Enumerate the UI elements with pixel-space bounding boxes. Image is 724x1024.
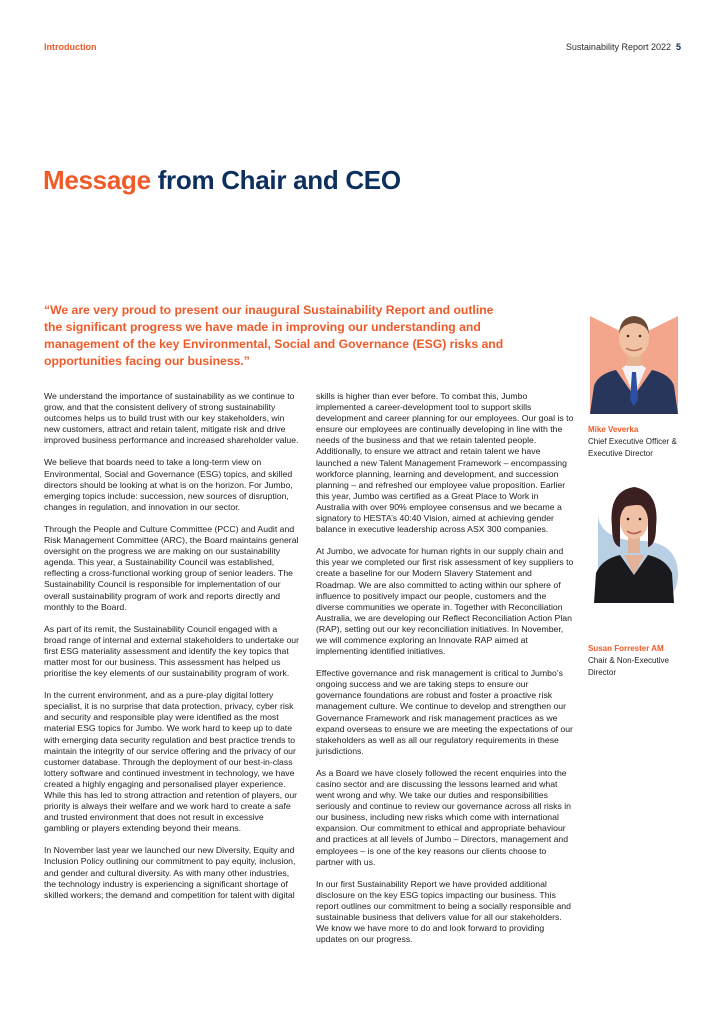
header-section-label: Introduction [44, 42, 97, 52]
person-role: Chief Executive Officer & Executive Director [588, 437, 677, 458]
header-page-number: 5 [675, 42, 681, 52]
body-paragraph: We understand the importance of sustainability as we continue to grow, and that the consistent delivery of strong sustainability outcomes helps us to build trust with our key stakeholders, win new customers, attract and retain talent, mitigate risk and drive improved business performance and increased shareholder value. [44, 391, 299, 446]
page-title-highlight: Message [43, 165, 151, 195]
body-paragraph: We believe that boards need to take a long-term view on Environmental, Social and Governance (ESG) topics, and skilled directors should be looking at what is on the horizon. For Jumbo, emerging topics include: succession, new sources of disruption, changes in regulation, and innovation in our sector. [44, 457, 293, 512]
body-paragraph: In the current environment, and as a pure-play digital lottery specialist, it is no surprise that data protection, privacy, cyber risk and security and responsible play were identified as the most material ESG topics for Jumbo. We work hard to keep up to date with emerging data security regulation and best practice trends to maintain the integrity of our service offering and the privacy of our customer database. Through the deployment of our best-in-class lottery software and continued investment in technology, we have created a highly engaging and personalised player experience. While this has led to strong attraction and retention of players, our priority is always their welfare and we work hard to create a safe and trusted environment that does not result in excessive gambling or players extending beyond their means. [44, 690, 298, 834]
pull-quote: “We are very proud to present our inaugural Sustainability Report and outline the significant progress we have made in improving our understanding and management of the key Environmental, Social and Governance (ESG) risks and opportunities facing our business.” [44, 303, 504, 368]
body-paragraph: As a Board we have closely followed the recent enquiries into the casino sector and are discussing the lessons learned and what went wrong and why. We take our duties and responsibilities seriously and continue to review our governance across all risks in our business, including new risks which come with international expansion. Our commitment to ethical and appropriate behaviour and practices at all levels of Jumbo – Directors, management and employees – is one of the key reasons our clients choose to partner with us. [316, 767, 571, 867]
chair-portrait [588, 479, 680, 603]
body-column-left [44, 391, 300, 912]
page-title-rest: from Chair and CEO [157, 165, 401, 195]
body-paragraph: In November last year we launched our new Diversity, Equity and Inclusion Policy outlining our commitment to pay equity, inclusion, and gender and cultural diversity. As with many other industries, the technology industry is experiencing a significant shortage of skilled workers; the demand and competition for talent with digital [44, 845, 296, 900]
body-paragraph: skills is higher than ever before. To combat this, Jumbo implemented a career-development tool to support skills development and career planning for our employees. Our goal is to ensure our employees are continually developing in line with the needs of the business and that we retain talented people. Additionally, to ensure we attract and retain talent we have launched a new Talent Management Framework – encompassing workforce planning, learning and development, and succession planning – and refreshed our employee value proposition. Earlier this year, Jumbo was certified as a Great Place to Work in Australia with over 90% employee consensus and we became a signatory to HESTA’s 40:40 Vision, aimed at achieving gender balance in executive leadership across ASX 300 companies. [316, 391, 574, 535]
header-report-title: Sustainability Report 2022 [565, 42, 671, 52]
body-paragraph: As part of its remit, the Sustainability Council engaged with a broad range of internal and external stakeholders to undertake our first ESG materiality assessment and identify the key topics that matter most for our business. This assessment has helped us prioritise the key elements of our sustainability program of work. [44, 623, 300, 679]
person-role: Chair & Non-Executive Director [588, 656, 669, 677]
page-title [43, 165, 401, 196]
body-paragraph: Effective governance and risk management is critical to Jumbo’s ongoing success and we are taking steps to ensure our governance foundations are robust and foster a proactive risk management culture. We continue to develop and strengthen our Governance Framework and risk management practices as we expand overseas to ensure we are meeting the expectations of our stakeholders as well as all our regulatory requirements in these jurisdictions. [316, 668, 573, 756]
person-name: Mike Veverka [588, 425, 639, 434]
body-paragraph: In our first Sustainability Report we have provided additional disclosure on the key ESG topics impacting our business. This report outlines our commitment to being a socially responsible and sustainable business that delivers value for all our stakeholders. We know we have more to do and look forward to providing updates on our progress. [316, 878, 571, 945]
person-name: Susan Forrester AM [588, 644, 664, 653]
body-column-right [316, 391, 574, 956]
body-paragraph: At Jumbo, we advocate for human rights in our supply chain and this year we completed our first risk assessment of key suppliers to create a baseline for our Modern Slavery Statement and Roadmap. We are also committed to acting within our sphere of influence to positively impact our people, customers and the diverse communities we operate in. Together with Reconciliation Australia, we are developing our Reflect Reconciliation Action Plan (RAP), setting out our key reconciliation initiatives. In November, we will commence exploring an Innovate RAP aimed at implementing identified initiatives. [316, 546, 574, 657]
body-paragraph: Through the People and Culture Committee (PCC) and Audit and Risk Management Committee (ARC), the Board maintains general oversight on the progress we are making on our sustainability agenda. This year, a Sustainability Council was established, reflecting a cross-functional working group of senior leaders. The Sustainability Council is responsible for implementation of our overall sustainability program of work and reports directly and monthly to the Board. [44, 523, 299, 612]
ceo-portrait [588, 302, 680, 414]
